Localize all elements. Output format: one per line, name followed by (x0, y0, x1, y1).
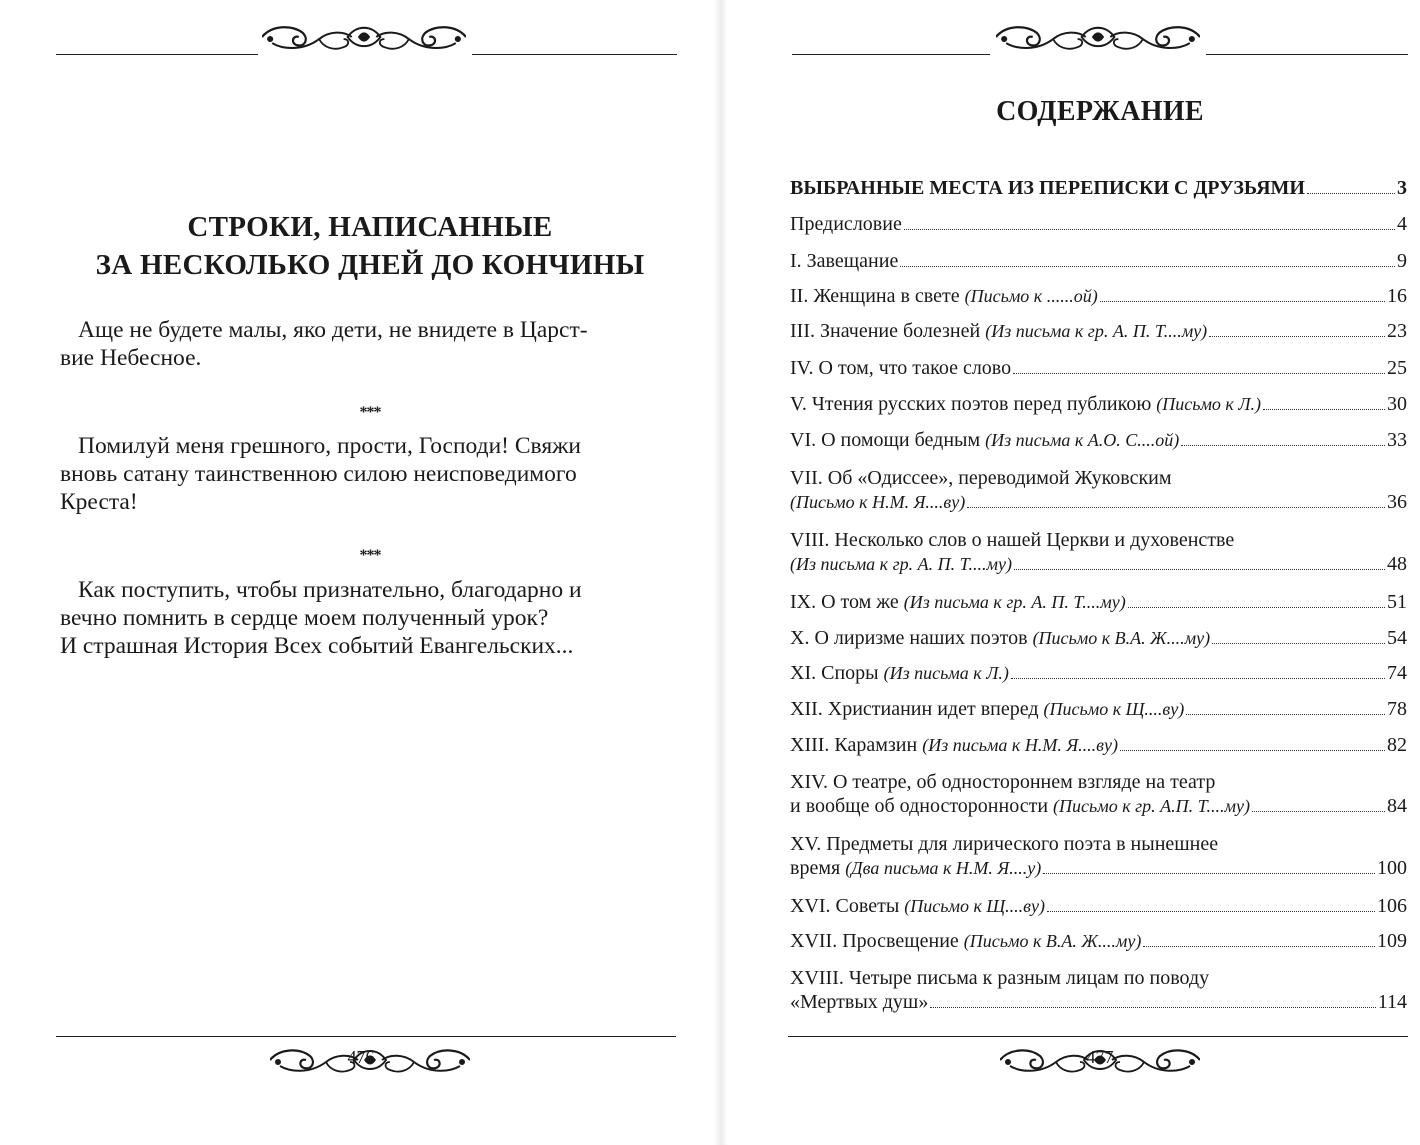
toc-entry-title: I. Завещание (790, 250, 899, 272)
paragraph-1 (60, 316, 675, 372)
toc-entry-title: V. Чтения русских поэтов перед публикою (Письмо к Л.) (790, 393, 1262, 415)
dot-leader (967, 507, 1385, 508)
dot-leader (1013, 373, 1385, 374)
toc-entry-page: 48 (1387, 553, 1407, 575)
paragraph-3 (60, 576, 675, 660)
dot-leader (904, 229, 1395, 230)
toc-entry-line (790, 697, 1407, 721)
toc-entry-note: (Из письма к гр. А. П. Т....му) (790, 554, 1012, 574)
toc-entry-line (790, 212, 1407, 236)
dot-leader (1181, 445, 1385, 446)
header-ornament-right (996, 20, 1200, 56)
toc-entry-note: (Из письма к гр. А. П. Т....му) (903, 592, 1126, 612)
toc-entry (790, 929, 1407, 953)
toc-entry-note: (Из письма к А.О. С....ой) (985, 430, 1180, 450)
toc-entry-title: III. Значение болезней (Из письма к гр. А. П. Т....му) (790, 320, 1208, 342)
toc-entry-page: 106 (1377, 895, 1407, 917)
header-rule-right (792, 54, 990, 55)
toc-entry-line (790, 552, 1407, 576)
toc-entry (790, 319, 1407, 343)
toc-entry-note: (Два письма к Н.М. Я....у) (845, 858, 1042, 878)
toc-entry-note: (Письмо к В.А. Ж....му) (1032, 628, 1211, 648)
toc-entry-line (790, 392, 1407, 416)
toc-entry (790, 212, 1407, 236)
toc-entry-note: (Письмо к ......ой) (964, 286, 1098, 306)
toc-entry-title: Предисловие (790, 213, 902, 235)
toc-entry-page: 78 (1387, 698, 1407, 720)
paragraph-2 (60, 432, 675, 516)
toc-entry-page: 30 (1387, 393, 1407, 415)
toc-entry (790, 832, 1407, 880)
paragraph-line: вечно помнить в сердце моем полученный урок? (60, 605, 549, 631)
separator-2: *** (359, 547, 381, 564)
toc-entry-note: (Письмо к В.А. Ж....му) (963, 931, 1142, 951)
paragraph-line: вие Небесное. (60, 345, 202, 371)
toc-entry-page: 84 (1387, 795, 1407, 817)
paragraph-line: Аще не будете малы, яко дети, не внидете в Царст- (78, 317, 588, 343)
header-ornament-left (262, 20, 466, 56)
toc-entry-note: (Письмо к Щ....ву) (1043, 699, 1185, 719)
toc-entry (790, 176, 1407, 200)
toc-entry (790, 428, 1407, 452)
toc-entry-title: XIII. Карамзин (Из письма к Н.М. Я....ву) (790, 734, 1118, 756)
poem-title-line2: ЗА НЕСКОЛЬКО ДНЕЙ ДО КОНЧИНЫ (95, 249, 645, 281)
toc-entry-page: 9 (1397, 250, 1407, 272)
dot-leader (930, 1007, 1375, 1008)
toc-entry (790, 392, 1407, 416)
toc-entry-page: 54 (1387, 627, 1407, 649)
toc-entry-title-cont: и вообще об односторонности (Письмо к гр. А.П. Т....му) (790, 795, 1250, 817)
dot-leader (1209, 336, 1385, 337)
toc-entry-page: 16 (1387, 285, 1407, 307)
toc-entry-title: IX. О том же (Из письма к гр. А. П. Т....му) (790, 591, 1126, 613)
toc-entry (790, 590, 1407, 614)
toc-entry-title-cont: «Мертвых душ» (790, 991, 929, 1013)
toc-entry-title: XVI. Советы (Письмо к Щ....ву) (790, 895, 1045, 917)
toc-entry (790, 626, 1407, 650)
toc-entry-line (790, 894, 1407, 918)
paragraph-line: Креста! (60, 489, 138, 515)
dot-leader (1186, 714, 1385, 715)
toc-entry-page: 25 (1387, 357, 1407, 379)
paragraph-line: И страшная История Всех событий Евангельских... (60, 633, 574, 659)
toc-entry-line (790, 490, 1407, 514)
footer-rule-right (788, 1036, 1408, 1037)
toc-entry (790, 661, 1407, 685)
page-number-right: 477 (1086, 1047, 1114, 1067)
toc-entry (790, 528, 1407, 576)
poem-title (60, 208, 680, 284)
toc-entry-page: 51 (1387, 591, 1407, 613)
toc-entry-note: (Письмо к Н.М. Я....ву) (790, 492, 966, 512)
toc-entry-line (790, 428, 1407, 452)
toc-entry-page: 100 (1377, 857, 1407, 879)
toc-entry-line (790, 856, 1407, 880)
toc-entry-title: XI. Споры (Из письма к Л.) (790, 662, 1009, 684)
toc-entry-title: XV. Предметы для лирического поэта в нынешнее (790, 833, 1219, 855)
dot-leader (1307, 193, 1395, 194)
toc-entry-title: XII. Христианин идет вперед (Письмо к Щ....ву) (790, 698, 1185, 720)
toc-entry-line (790, 319, 1407, 343)
toc-entry-page: 23 (1387, 320, 1407, 342)
separator-1: *** (359, 404, 381, 421)
toc-entry-note: (Из письма к Н.М. Я....ву) (922, 735, 1118, 755)
toc-entry-note: (Из письма к Л.) (883, 663, 1009, 683)
dot-leader (1143, 946, 1375, 947)
toc-entry-note: (Письмо к Л.) (1156, 394, 1262, 414)
header-rule-right-2 (1206, 54, 1408, 55)
toc-entry-line (790, 590, 1407, 614)
dot-leader (1128, 607, 1385, 608)
toc-entry-line (790, 661, 1407, 685)
toc-entry (790, 770, 1407, 818)
toc-entry (790, 966, 1407, 1014)
toc-entry-note: (Письмо к гр. А.П. Т....му) (1053, 796, 1250, 816)
dot-leader (1043, 873, 1375, 874)
toc-entry-page: 114 (1377, 991, 1407, 1013)
toc-entry (790, 733, 1407, 757)
toc-entry (790, 284, 1407, 308)
toc-entry-line (790, 356, 1407, 380)
toc-entry-page: 74 (1387, 662, 1407, 684)
toc-entry-line (790, 733, 1407, 757)
toc-entry-line (790, 176, 1407, 200)
toc-entry-title: X. О лиризме наших поэтов (Письмо к В.А. Ж....му) (790, 627, 1211, 649)
header-rule-left (56, 54, 258, 55)
toc-entry-page: 4 (1397, 213, 1407, 235)
toc-entry (790, 356, 1407, 380)
toc-entry-line (790, 284, 1407, 308)
toc-entry-line (790, 990, 1407, 1014)
toc-entry-line (790, 794, 1407, 818)
toc-entry (790, 894, 1407, 918)
toc-entry-note: (Письмо к Щ....ву) (904, 896, 1045, 916)
page-number-left: 476 (347, 1047, 375, 1067)
dot-leader (900, 266, 1395, 267)
paragraph-line: Помилуй меня грешного, прости, Господи! Свяжи (78, 433, 581, 459)
toc-entry-page: 3 (1397, 177, 1407, 199)
toc-entry-line (790, 626, 1407, 650)
dot-leader (1212, 643, 1385, 644)
toc-entry-page: 36 (1387, 491, 1407, 513)
toc-entry-title: ВЫБРАННЫЕ МЕСТА ИЗ ПЕРЕПИСКИ С ДРУЗЬЯМИ (790, 177, 1305, 199)
toc-entry-title: IV. О том, что такое слово (790, 357, 1012, 379)
toc-entry-page: 33 (1387, 429, 1407, 451)
toc-entry (790, 249, 1407, 273)
dot-leader (1011, 678, 1385, 679)
toc-entry-title: XIV. О театре, об одностороннем взгляде на театр (790, 771, 1216, 793)
toc-entry-page: 82 (1387, 734, 1407, 756)
toc-entry-title: VIII. Несколько слов о нашей Церкви и духовенстве (790, 529, 1235, 551)
header-rule-left-2 (472, 54, 677, 55)
toc-entry-note: (Из письма к гр. А. П. Т....му) (985, 321, 1208, 341)
footer-rule-left (56, 1036, 676, 1037)
toc-entry-page: 109 (1377, 930, 1407, 952)
dot-leader (1263, 409, 1385, 410)
contents-title: СОДЕРЖАНИЕ (996, 96, 1204, 127)
toc-entry-title: XVII. Просвещение (Письмо к В.А. Ж....му) (790, 930, 1142, 952)
toc-entry-line (790, 929, 1407, 953)
dot-leader (1120, 750, 1385, 751)
dot-leader (1047, 911, 1375, 912)
dot-leader (1252, 811, 1385, 812)
toc-entry-title: VI. О помощи бедным (Из письма к А.О. С....ой) (790, 429, 1180, 451)
poem-title-line1: СТРОКИ, НАПИСАННЫЕ (187, 211, 553, 243)
toc-entry-title: II. Женщина в свете (Письмо к ......ой) (790, 285, 1098, 307)
toc-entry (790, 466, 1407, 514)
toc-entry-title-cont: время (Два письма к Н.М. Я....у) (790, 857, 1042, 879)
toc-entry (790, 697, 1407, 721)
paragraph-line: Как поступить, чтобы признательно, благодарно и (78, 577, 582, 603)
toc-entry-line (790, 249, 1407, 273)
dot-leader (1014, 569, 1385, 570)
paragraph-line: вновь сатану таинственною силою неисповедимого (60, 461, 577, 487)
dot-leader (1100, 301, 1385, 302)
toc-entry-title: VII. Об «Одиссее», переводимой Жуковским (790, 467, 1172, 489)
toc-entry-title: XVIII. Четыре письма к разным лицам по поводу (790, 967, 1210, 989)
